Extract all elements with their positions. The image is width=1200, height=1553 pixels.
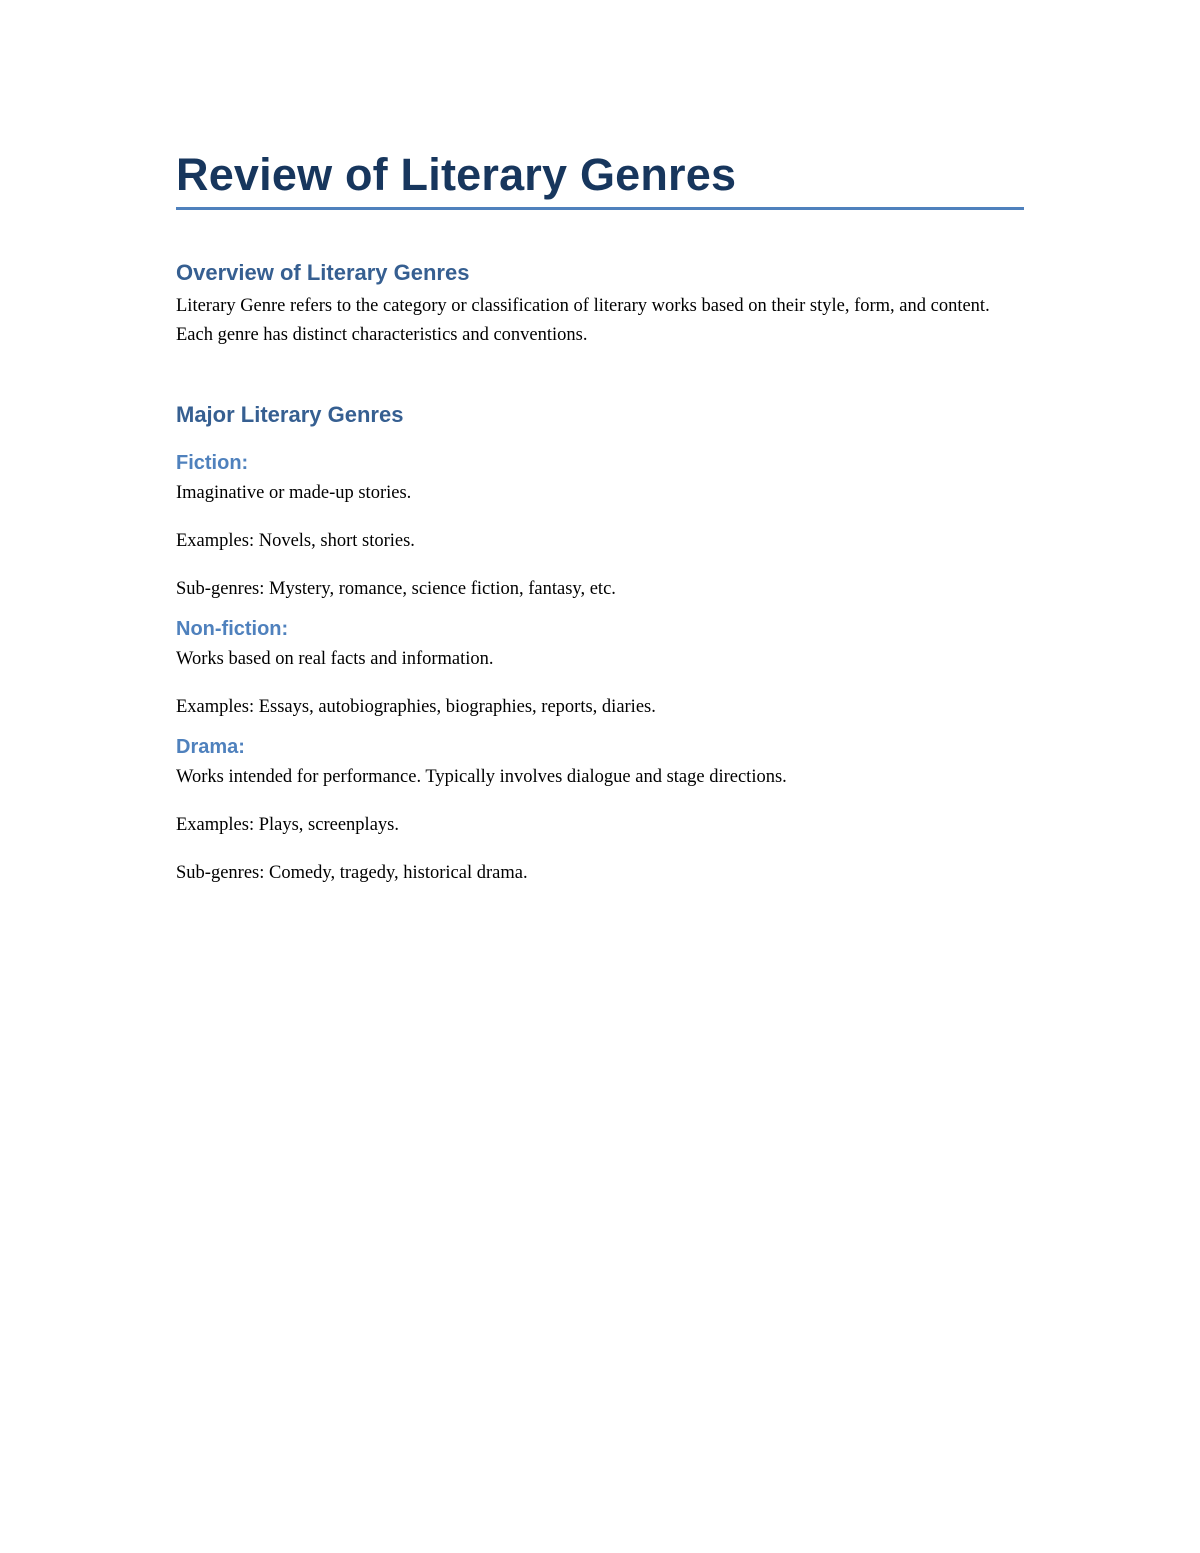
overview-heading: Overview of Literary Genres — [176, 260, 470, 285]
nonfiction-definition: Works based on real facts and information. — [176, 649, 494, 669]
drama-definition: Works intended for performance. Typically involves dialogue and stage directions. — [176, 767, 787, 787]
nonfiction-examples: Examples: Essays, autobiographies, biographies, reports, diaries. — [176, 697, 656, 717]
drama-subgenres: Sub-genres: Comedy, tragedy, historical drama. — [176, 863, 528, 883]
fiction-examples: Examples: Novels, short stories. — [176, 531, 415, 551]
major-genres-heading: Major Literary Genres — [176, 402, 404, 427]
document-title: Review of Literary Genres — [176, 140, 1024, 210]
fiction-subgenres: Sub-genres: Mystery, romance, science fiction, fantasy, etc. — [176, 579, 616, 599]
fiction-heading: Fiction: — [176, 452, 249, 474]
drama-heading: Drama: — [176, 736, 245, 758]
nonfiction-heading: Non-fiction: — [176, 618, 289, 640]
document-content — [176, 140, 1024, 888]
fiction-definition: Imaginative or made-up stories. — [176, 483, 412, 503]
overview-paragraph: Literary Genre refers to the category or classification of literary works based on their style, form, and content. Each genre has distinct characteristics and conventions. — [176, 296, 990, 345]
drama-examples: Examples: Plays, screenplays. — [176, 815, 399, 835]
